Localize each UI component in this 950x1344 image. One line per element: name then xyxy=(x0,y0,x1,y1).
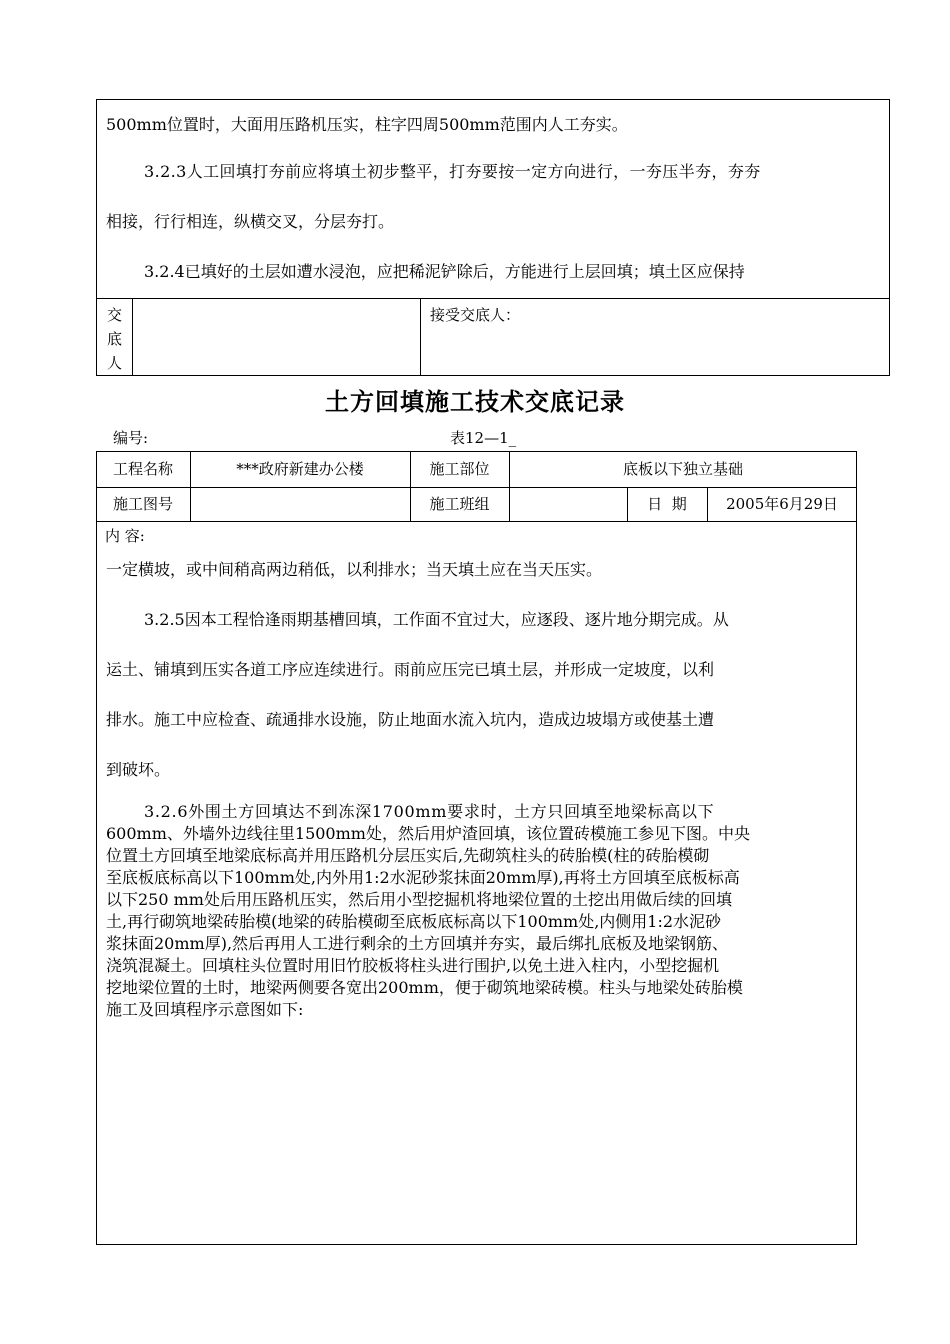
header-row-divider-2 xyxy=(96,521,857,522)
content-p3-line-5: 以下250 mm处后用压路机压实，然后用小型挖掘机将地梁位置的土挖出用做后续的回填 xyxy=(106,890,732,909)
continuation-line-4: 3.2.4已填好的土层如遭水浸泡，应把稀泥铲除后，方能进行上层回填；填土区应保持 xyxy=(144,262,745,281)
team-label: 施工班组 xyxy=(429,495,490,513)
content-p3-line-9: 挖地梁位置的土时，地梁两侧要各宽出200mm，便于砌筑地梁砖模。柱头与地梁处砖胎模 xyxy=(106,978,743,997)
content-p3-line-3: 位置土方回填至地梁底标高并用压路机分层压实后,先砌筑柱头的砖胎模(柱的砖胎模砌 xyxy=(106,846,710,865)
date-value: 2005年6月29日 xyxy=(726,495,838,513)
project-name-label: 工程名称 xyxy=(112,460,173,478)
sign-divider-2 xyxy=(420,298,421,376)
work-part-value: 底板以下独立基础 xyxy=(622,460,743,478)
project-name-value: ***政府新建办公楼 xyxy=(236,460,364,478)
content-p2-line-2: 运土、铺填到压实各道工序应连续进行。雨前应压完已填土层，并形成一定坡度，以利 xyxy=(106,660,715,679)
sign-divider-1 xyxy=(132,298,133,376)
receiver-label: 接受交底人： xyxy=(430,306,521,324)
continuation-divider xyxy=(96,298,890,299)
continuation-line-1: 500mm位置时，大面用压路机压实，柱字四周500mm范围内人工夯实。 xyxy=(106,115,628,134)
content-p3-line-6: 土,再行砌筑地梁砖胎模(地梁的砖胎模砌至底板底标高以下100mm处,内侧用1:2水泥砂 xyxy=(106,912,722,931)
content-p3-line-8: 浇筑混凝土。回填柱头位置时用旧竹胶板将柱头进行围护,以免土进入柱内，小型挖掘机 xyxy=(106,956,720,975)
continuation-table xyxy=(96,99,890,376)
continuation-line-3: 相接，行行相连，纵横交叉，分层夯打。 xyxy=(106,212,395,231)
content-paragraph-1: 一定横坡，或中间稍高两边稍低，以利排水；当天填土应在当天压实。 xyxy=(106,560,603,579)
number-label: 编号: xyxy=(113,429,149,447)
work-part-label: 施工部位 xyxy=(429,460,490,478)
handover-label-char-1: 交 xyxy=(107,306,123,324)
content-p2-line-3: 排水。施工中应检查、疏通排水设施，防止地面水流入坑内，造成边坡塌方或使基土遭 xyxy=(106,710,715,729)
date-label: 日 期 xyxy=(647,495,687,513)
content-p3-line-7: 浆抹面20mm厚),然后再用人工进行剩余的土方回填并夯实，最后绑扎底板及地梁钢筋、 xyxy=(106,934,729,953)
handover-label-char-2: 底 xyxy=(107,330,123,348)
content-p3-line-10: 施工及回填程序示意图如下: xyxy=(106,1000,304,1019)
content-p3-line-4: 至底板底标高以下100mm处,内外用1:2水泥砂浆抹面20mm厚),再将土方回填至底板标高 xyxy=(106,868,740,887)
content-p3-line-1: 3.2.6外围土方回填达不到冻深1700mm要求时，土方只回填至地梁标高以下 xyxy=(144,802,715,821)
header-row-divider-1 xyxy=(96,487,857,488)
continuation-line-2: 3.2.3人工回填打夯前应将填土初步整平，打夯要按一定方向进行，一夯压半夯，夯夯 xyxy=(144,162,761,181)
page-title: 土方回填施工技术交底记录 xyxy=(325,387,625,416)
content-p2-line-1: 3.2.5因本工程恰逢雨期基槽回填，工作面不宜过大，应逐段、逐片地分期完成。从 xyxy=(144,610,729,629)
form-code: 表12—1_ xyxy=(450,429,517,447)
content-label: 内 容: xyxy=(105,527,145,545)
content-p2-line-4: 到破坏。 xyxy=(106,760,171,779)
drawing-no-label: 施工图号 xyxy=(112,495,173,513)
content-p3-line-2: 600mm、外墙外边线往里1500mm处，然后用炉渣回填，该位置砖模施工参见下图。中央 xyxy=(106,824,750,843)
handover-label-char-3: 人 xyxy=(107,354,123,372)
